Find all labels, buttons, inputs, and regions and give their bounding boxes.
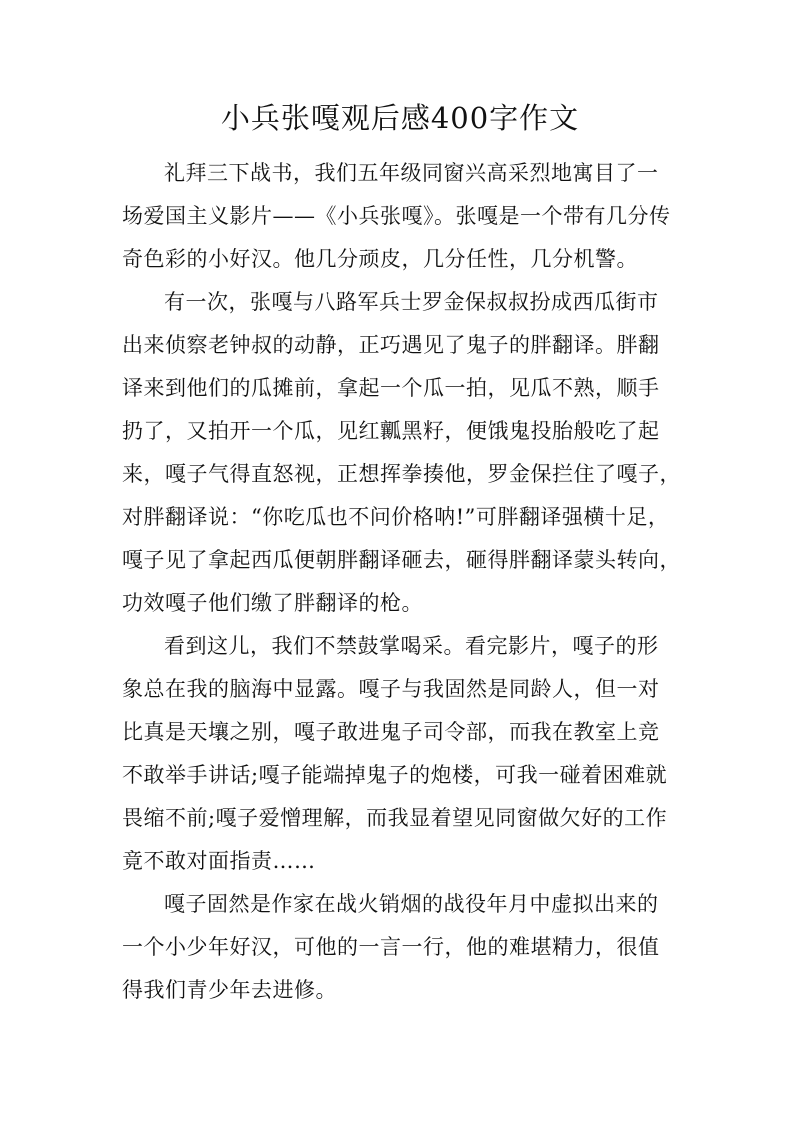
text-line: 畏缩不前;嘎子爱憎理解，而我显着望见同窗做欠好的工作 [122,806,668,830]
paragraph-3 [122,625,682,883]
text-line: 出来侦察老钟叔的动静，正巧遇见了鬼子的胖翻译。胖翻 [122,333,660,357]
text-line: 一个小少年好汉，可他的一言一行，他的难堪精力，很值 [122,935,660,959]
text-line: 场爱国主义影片——《小兵张嘎》。张嘎是一个带有几分传 [122,204,671,228]
text-line: 扔了，又拍开一个瓜，见红瓤黑籽，便饿鬼投胎般吃了起 [122,419,660,443]
text-line: 竟不敢对面指责…… [122,849,316,873]
paragraph-4 [122,883,682,1012]
paragraph-2 [122,281,682,625]
text-line: 嘎子见了拿起西瓜便朝胖翻译砸去，砸得胖翻译蒙头转向， [122,548,681,572]
text-line: 看到这儿，我们不禁鼓掌喝采。看完影片，嘎子的形 [164,634,659,658]
page-title: 小兵张嘎观后感400字作文 [220,101,580,135]
text-line: 对胖翻译说：“你吃瓜也不问价格呐!”可胖翻译强横十足， [122,505,670,529]
text-line: 不敢举手讲话;嘎子能端掉鬼子的炮楼，可我一碰着困难就 [122,763,668,787]
text-line: 译来到他们的瓜摊前，拿起一个瓜一拍，见瓜不熟，顺手 [122,376,660,400]
essay-body [122,152,682,1012]
text-line: 象总在我的脑海中显露。嘎子与我固然是同龄人，但一对 [122,677,660,701]
text-line: 礼拜三下战书，我们五年级同窗兴高采烈地寓目了一 [164,161,659,185]
text-line: 来，嘎子气得直怒视，正想挥拳揍他，罗金保拦住了嘎子， [122,462,681,486]
text-line: 得我们青少年去进修。 [122,978,337,1002]
paragraph-1 [122,152,682,281]
text-line: 有一次，张嘎与八路军兵士罗金保叔叔扮成西瓜街市 [164,290,659,314]
text-line: 比真是天壤之别，嘎子敢进鬼子司令部，而我在教室上竞 [122,720,660,744]
text-line: 功效嘎子他们缴了胖翻译的枪。 [122,591,423,615]
text-line: 嘎子固然是作家在战火销烟的战役年月中虚拟出来的 [164,892,659,916]
text-line: 奇色彩的小好汉。他几分顽皮，几分任性，几分机警。 [122,247,638,271]
